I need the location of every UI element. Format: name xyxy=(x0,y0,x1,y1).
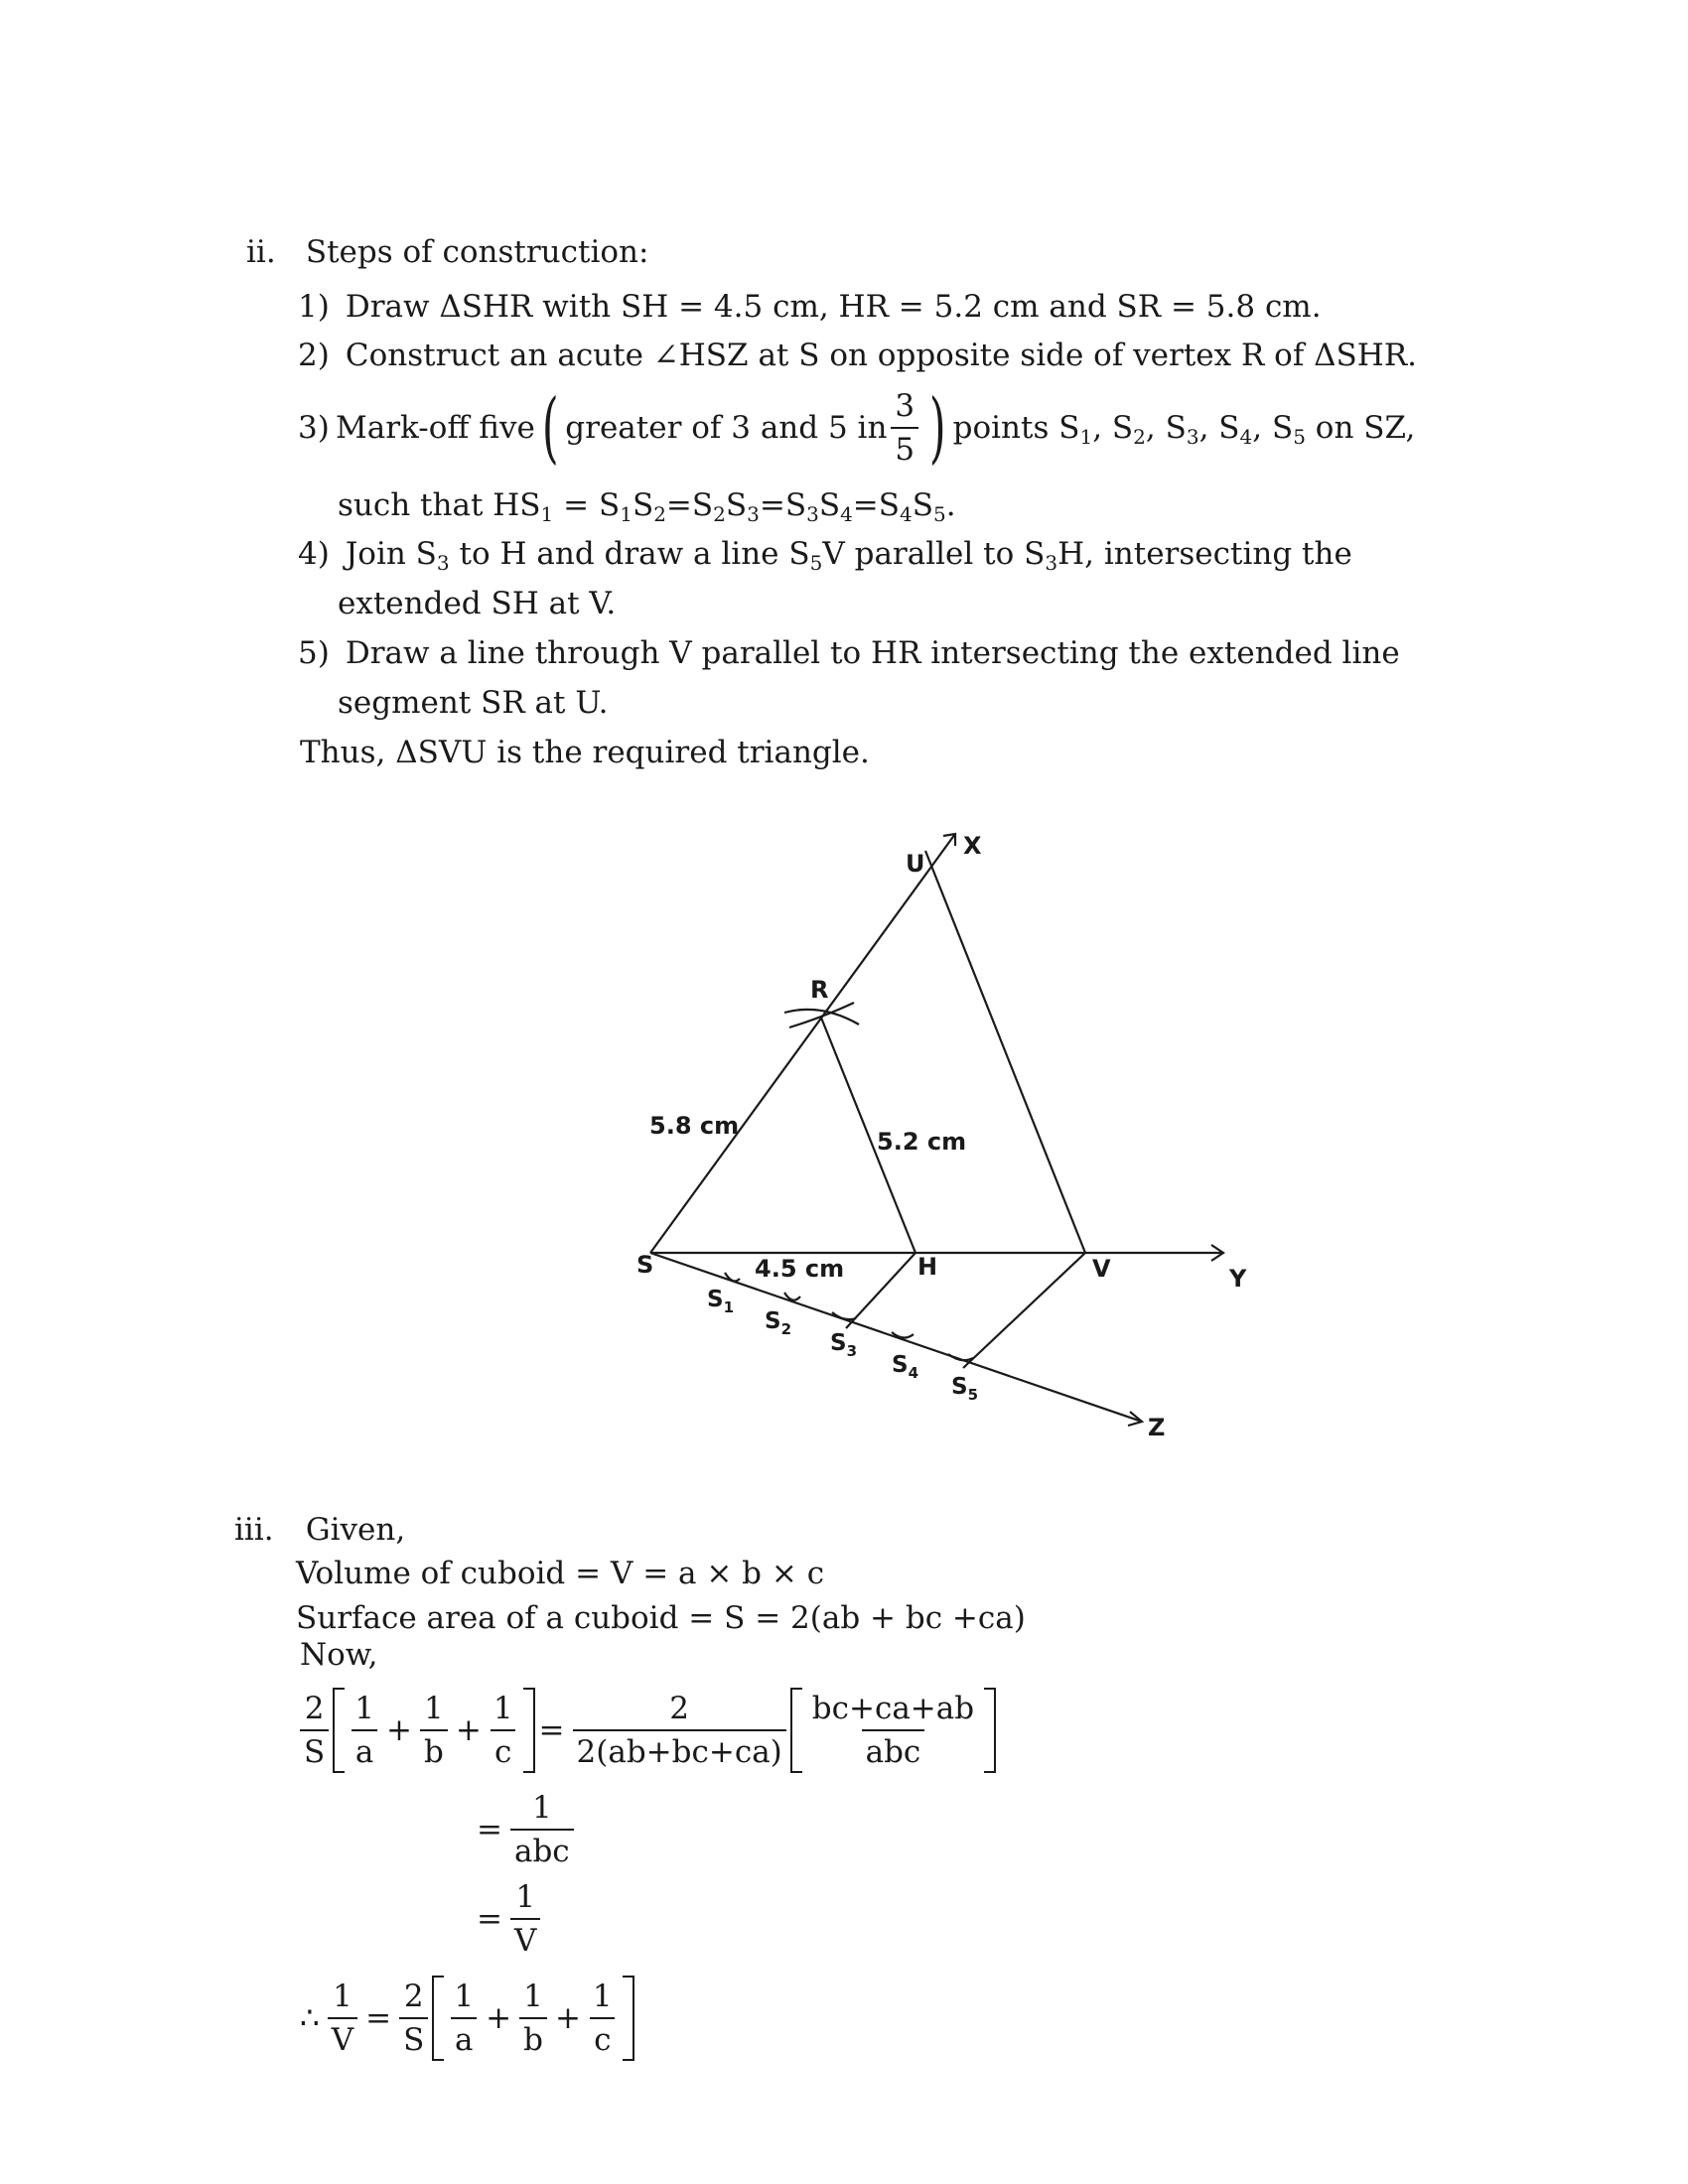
label-s1: $S_1$ xyxy=(707,1287,735,1316)
sub-3: 3 xyxy=(1186,425,1199,449)
plus: + xyxy=(455,1712,482,1748)
label-s3: $S_3$ xyxy=(830,1330,858,1360)
step-4-line-2: extended SH at V. xyxy=(338,586,617,621)
num: 1 xyxy=(592,1979,613,2014)
num: 1 xyxy=(531,1790,552,1826)
step-text: Draw ΔSHR with SH = 4.5 cm, HR = 5.2 cm and SR = 5.8 cm. xyxy=(345,289,1322,325)
plus: + xyxy=(554,2000,581,2036)
step-5-line-2: segment SR at U. xyxy=(338,685,609,721)
label-y: Y xyxy=(1229,1265,1247,1293)
num: 2 xyxy=(669,1691,690,1726)
arc-s5 xyxy=(948,1354,973,1360)
step-number: 1) xyxy=(298,289,330,325)
given-text: Given, xyxy=(305,1512,406,1548)
text: = S xyxy=(553,487,621,523)
num: 1 xyxy=(492,1691,513,1726)
arc-r-2 xyxy=(789,1003,854,1027)
bracket-open xyxy=(790,1688,802,1773)
plus: + xyxy=(385,1712,412,1748)
bracket-close xyxy=(523,1688,535,1773)
text: Join S xyxy=(345,536,437,572)
den: b xyxy=(519,2017,547,2061)
den: a xyxy=(352,1729,377,1773)
paren-close: ) xyxy=(929,383,946,473)
therefore: ∴ xyxy=(300,2000,320,2036)
equation-2 xyxy=(473,1787,578,1872)
segment-vs5 xyxy=(963,1253,1085,1368)
label-s: S xyxy=(636,1251,654,1279)
sub-2: 2 xyxy=(1133,425,1146,449)
plus: + xyxy=(486,2000,512,2036)
bracket-open xyxy=(432,1976,444,2061)
section-iii-heading xyxy=(234,1511,405,1549)
num: 1 xyxy=(523,1979,543,2014)
label-v: V xyxy=(1092,1255,1111,1283)
num: 1 xyxy=(454,1979,475,2014)
label-s4: $S_4$ xyxy=(892,1352,919,1382)
label-x: X xyxy=(963,832,982,860)
sub-1: 1 xyxy=(1079,425,1093,449)
arc-s3 xyxy=(832,1312,856,1319)
points-prefix: points S xyxy=(952,410,1080,446)
fraction-numerator: 3 xyxy=(895,388,915,424)
den: abc xyxy=(862,1729,925,1773)
num: 1 xyxy=(424,1691,444,1726)
section-marker: iii. xyxy=(234,1512,274,1548)
step-4: 4) Join $S_3$ to H and draw a line $S_5V$ parallel to $S_3H$, intersecting the xyxy=(298,536,1352,575)
now-line: Now, xyxy=(300,1637,378,1673)
text: . xyxy=(945,487,956,523)
den: abc xyxy=(510,1829,574,1872)
text: H, intersecting the xyxy=(1057,536,1352,572)
den: S xyxy=(399,2017,428,2061)
fraction-denominator: 5 xyxy=(891,427,918,471)
heading-text: Steps of construction: xyxy=(305,234,649,270)
num: 1 xyxy=(515,1879,536,1915)
equals: = xyxy=(365,2000,392,2036)
label-s2: $S_2$ xyxy=(765,1308,792,1338)
points-suffix: on SZ, xyxy=(1305,410,1416,446)
step-number: 2) xyxy=(298,338,330,373)
equation-4 xyxy=(296,1976,634,2061)
step-number: 3) xyxy=(298,410,330,446)
equation-1 xyxy=(296,1688,996,1773)
section-marker: ii. xyxy=(246,234,276,270)
den: a xyxy=(451,2017,477,2061)
den: b xyxy=(420,1729,448,1773)
sub-5: 5 xyxy=(1293,425,1306,449)
den: V xyxy=(328,2017,357,2061)
label-r: R xyxy=(810,976,829,1004)
num: 2 xyxy=(403,1979,424,2014)
surface-line: Surface area of a cuboid = S = 2(ab + bc +ca) xyxy=(296,1600,1026,1636)
label-z: Z xyxy=(1148,1414,1166,1441)
step-text: Draw a line through V parallel to HR intersecting the extended line xyxy=(345,635,1400,671)
equals: = xyxy=(477,1901,502,1937)
den: V xyxy=(510,1918,540,1962)
den: c xyxy=(491,1729,515,1773)
text: to H and draw a line S xyxy=(449,536,810,572)
sub-4: 4 xyxy=(1239,425,1253,449)
den: c xyxy=(590,2017,615,2061)
ray-sx xyxy=(650,834,955,1253)
equation-3 xyxy=(473,1876,544,1962)
equals: = xyxy=(477,1812,502,1847)
segment-uv xyxy=(925,851,1085,1253)
points-text: points $S_1$, $S_2$, $S_3$, $S_4$, $S_5$ on SZ, xyxy=(952,410,1416,449)
segment-hs3 xyxy=(846,1253,915,1328)
num: 1 xyxy=(354,1691,374,1726)
bracket-close xyxy=(623,1976,634,2061)
bracket-close xyxy=(984,1688,996,1773)
num: bc+ca+ab xyxy=(811,1691,975,1726)
den: 2(ab+bc+ca) xyxy=(573,1729,786,1773)
conclusion: Thus, ΔSVU is the required triangle. xyxy=(300,735,870,770)
paren-text: greater of 3 and 5 in xyxy=(565,410,888,446)
equals: = xyxy=(538,1712,565,1748)
coef-den: S xyxy=(300,1729,329,1773)
label-hr-length: 5.2 cm xyxy=(877,1128,967,1156)
volume-line: Volume of cuboid = V = a × b × c xyxy=(296,1556,825,1591)
label-h: H xyxy=(917,1253,938,1281)
label-sr-length: 5.8 cm xyxy=(649,1112,740,1140)
label-sh-length: 4.5 cm xyxy=(755,1255,845,1283)
label-s5: $S_5$ xyxy=(951,1374,979,1404)
text: V parallel to S xyxy=(822,536,1046,572)
ray-sz xyxy=(650,1253,1142,1422)
step-number: 5) xyxy=(298,635,330,671)
step-number: 4) xyxy=(298,536,330,572)
step-3-line-2: such that $HS_1 = S_1S_2=S_2S_3=S_3S_4=S_4S_5$. xyxy=(338,487,956,526)
step-text: Mark-off five xyxy=(336,410,535,446)
label-u: U xyxy=(906,850,925,878)
text: such that HS xyxy=(338,487,541,523)
bracket-open xyxy=(333,1688,345,1773)
num: 1 xyxy=(333,1979,352,2014)
coef-num: 2 xyxy=(304,1691,325,1726)
step-text: Construct an acute ∠HSZ at S on opposite side of vertex R of ΔSHR. xyxy=(345,338,1418,373)
paren-open: ( xyxy=(541,383,559,473)
